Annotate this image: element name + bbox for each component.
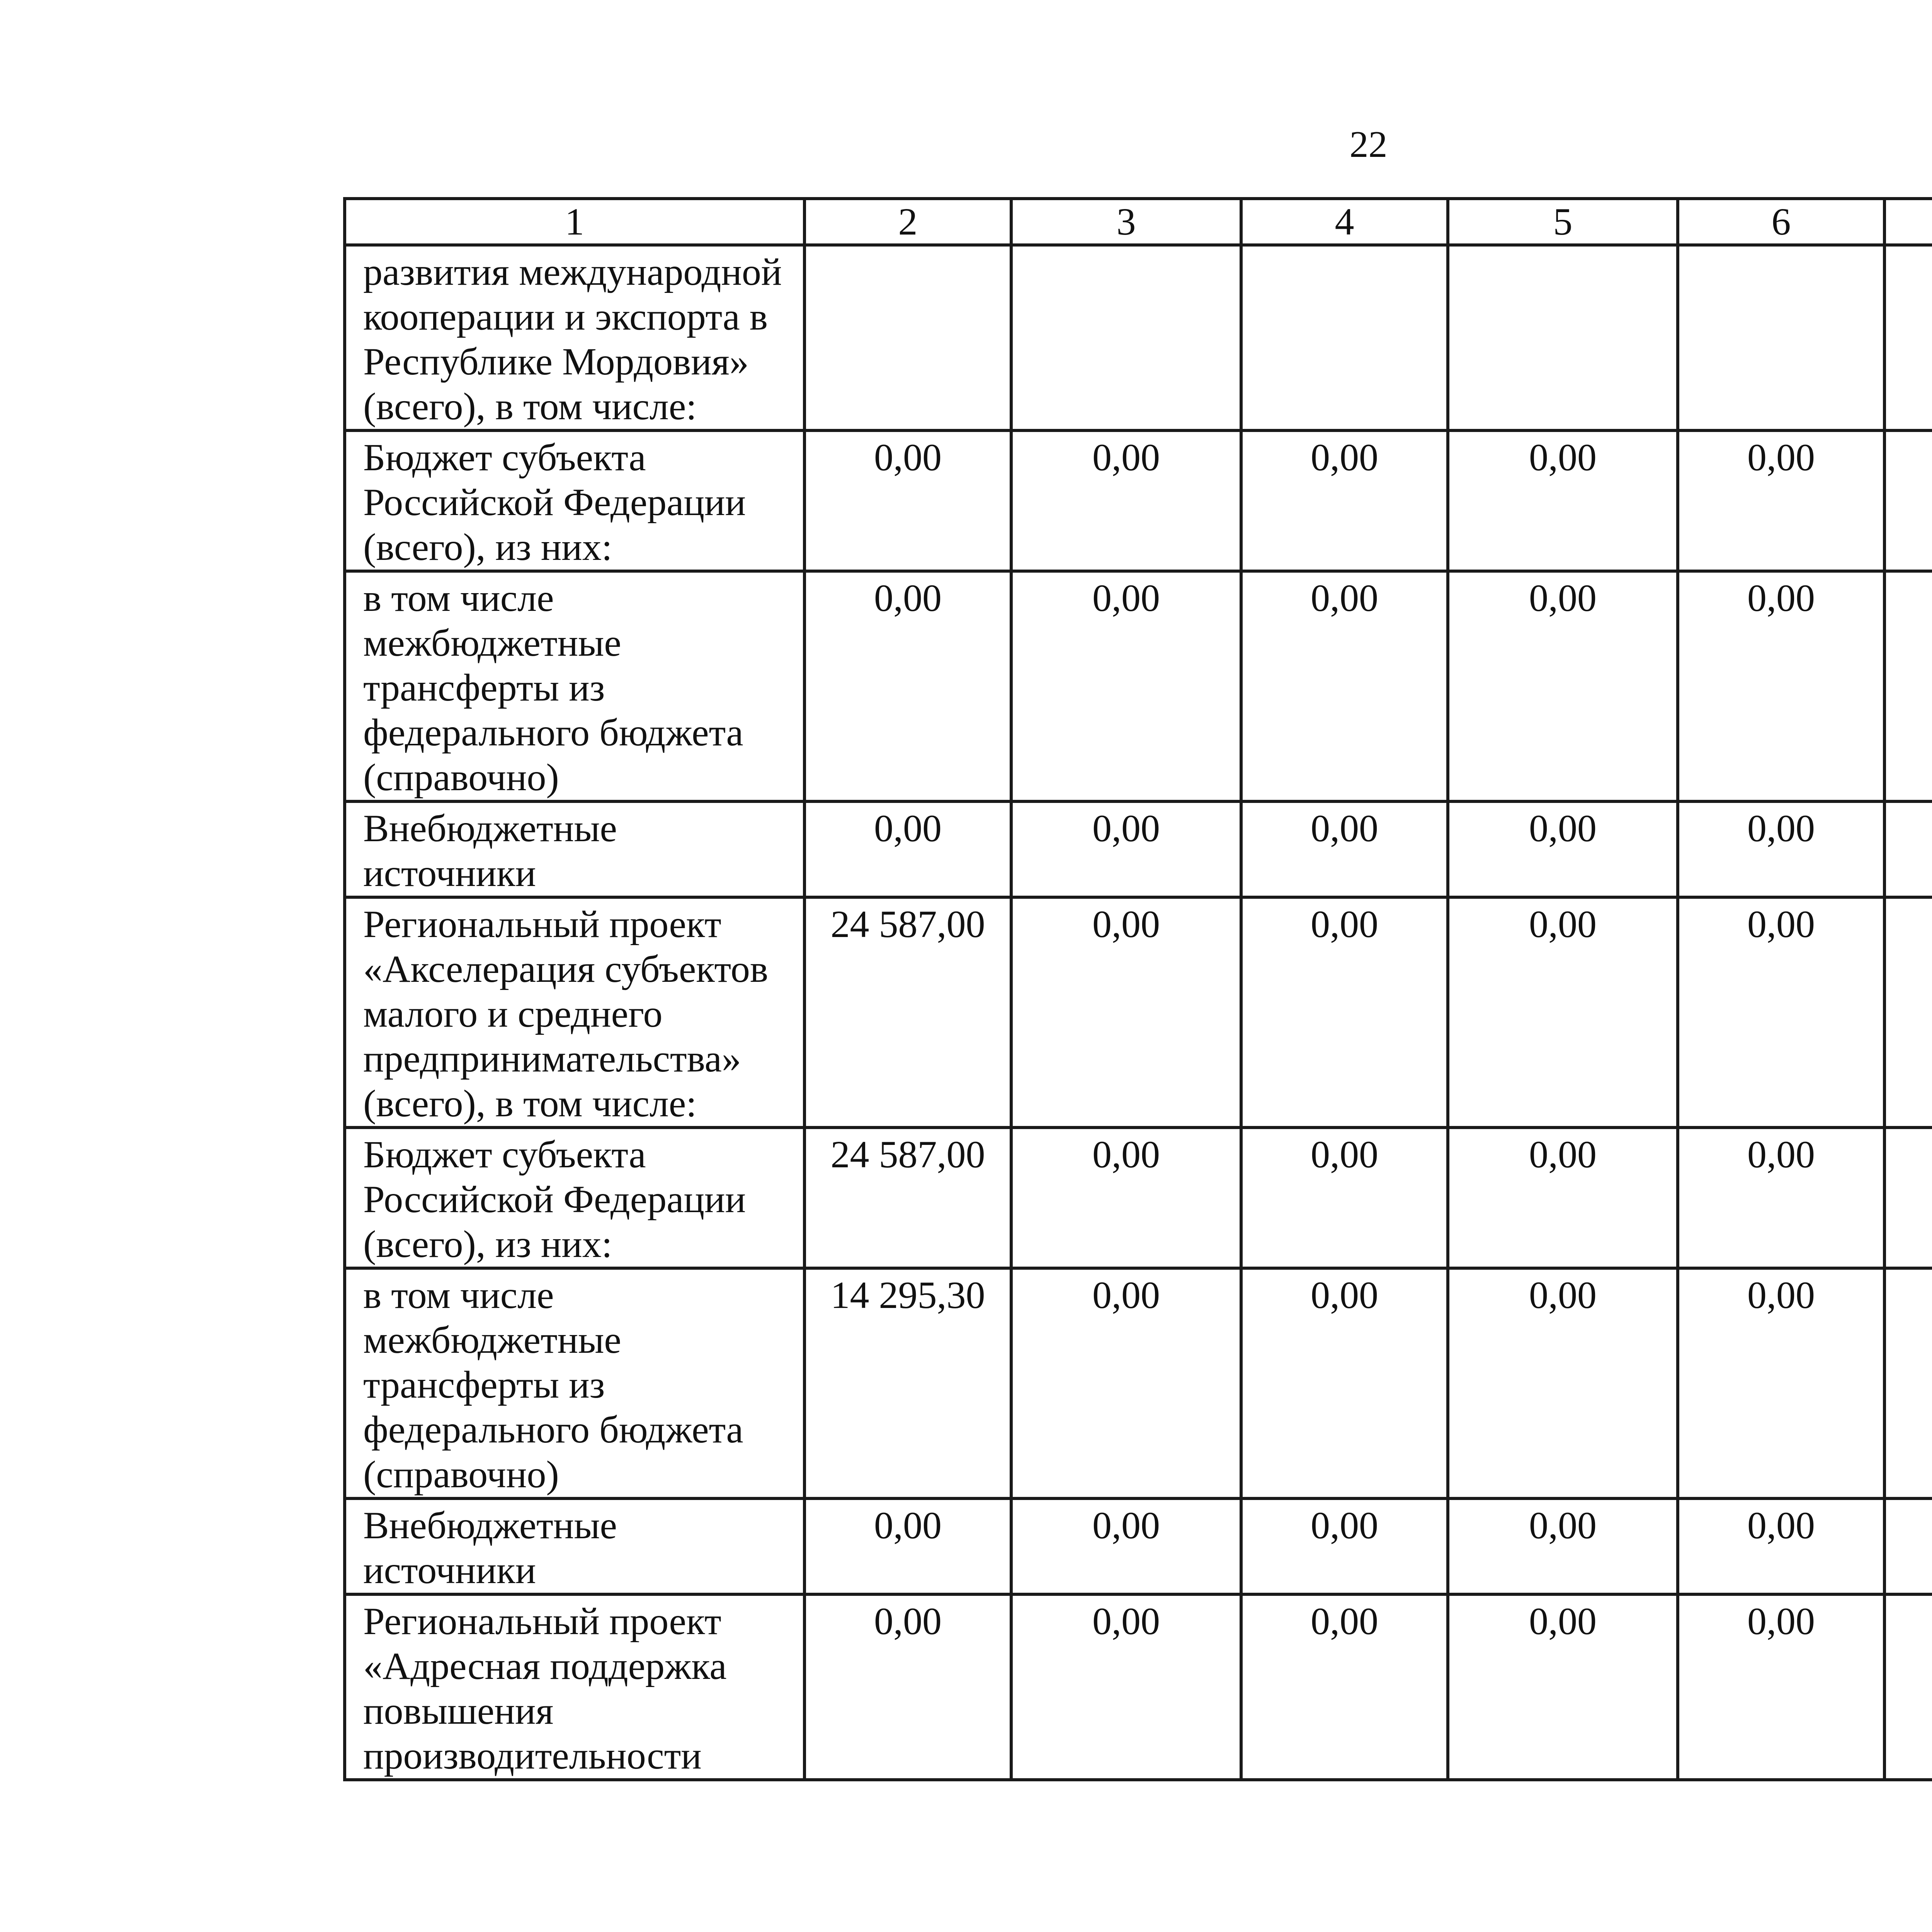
table-cell: 0,00 (1241, 897, 1448, 1128)
table-cell: 0,00 (1011, 801, 1241, 897)
column-header: 2 (804, 199, 1011, 245)
table-cell: 0,00 (1011, 571, 1241, 801)
table-cell (1884, 1128, 1932, 1268)
table-row (345, 430, 1932, 571)
table-row (345, 1594, 1932, 1780)
table-cell: 0,00 (1448, 1498, 1678, 1594)
column-header: 1 (345, 199, 804, 245)
table-cell: 0,00 (1241, 571, 1448, 801)
row-label: Внебюджетные источники (345, 1498, 804, 1594)
table-cell: 24 587,00 (804, 1128, 1011, 1268)
table-cell (1011, 245, 1241, 430)
table-row (345, 571, 1932, 801)
table-row (345, 801, 1932, 897)
table-cell: 0,00 (804, 430, 1011, 571)
column-header (1884, 199, 1932, 245)
row-label: Региональный проект «Адресная поддержка повышения производительности (345, 1594, 804, 1780)
row-label: Бюджет субъекта Российской Федерации (всего), из них: (345, 430, 804, 571)
table-cell: 0,00 (1241, 1128, 1448, 1268)
table-cell (1884, 801, 1932, 897)
table-cell: 24 587,00 (804, 897, 1011, 1128)
column-header: 5 (1448, 199, 1678, 245)
budget-table (343, 197, 1932, 1781)
table-cell (1884, 430, 1932, 571)
table-header-row (345, 199, 1932, 245)
table-cell: 14 295,30 (804, 1268, 1011, 1498)
table-cell: 0,00 (1448, 1594, 1678, 1780)
table-row (345, 1498, 1932, 1594)
column-header: 3 (1011, 199, 1241, 245)
table-cell: 0,00 (804, 1594, 1011, 1780)
row-label: Бюджет субъекта Российской Федерации (всего), из них: (345, 1128, 804, 1268)
table-cell: 0,00 (1011, 1498, 1241, 1594)
table-cell: 0,00 (1678, 801, 1884, 897)
table-cell: 0,00 (1241, 801, 1448, 897)
table-cell: 0,00 (1241, 1498, 1448, 1594)
table-cell: 0,00 (1678, 897, 1884, 1128)
page-number: 22 (1349, 124, 1388, 165)
table-cell (1884, 1498, 1932, 1594)
table-cell: 0,00 (1011, 430, 1241, 571)
table-cell: 0,00 (804, 801, 1011, 897)
table-cell: 0,00 (1678, 1128, 1884, 1268)
table-cell (1884, 897, 1932, 1128)
table-cell (1241, 245, 1448, 430)
table-row (345, 1128, 1932, 1268)
row-label: в том числе межбюджетные трансферты из федерального бюджета (справочно) (345, 571, 804, 801)
table-row (345, 1268, 1932, 1498)
table-cell (1884, 1268, 1932, 1498)
table-cell: 0,00 (1241, 430, 1448, 571)
row-label: развития международной кооперации и экспорта в Республике Мордовия» (всего), в том числе: (345, 245, 804, 430)
table-cell: 0,00 (1011, 897, 1241, 1128)
table-cell: 0,00 (1448, 1128, 1678, 1268)
table-cell: 0,00 (1448, 801, 1678, 897)
table-cell (1678, 245, 1884, 430)
table-cell: 0,00 (804, 571, 1011, 801)
row-label: Региональный проект «Акселерация субъектов малого и среднего предпринимательства» (всего), в том числе: (345, 897, 804, 1128)
table-cell: 0,00 (1011, 1594, 1241, 1780)
row-label: в том числе межбюджетные трансферты из федерального бюджета (справочно) (345, 1268, 804, 1498)
table-cell: 0,00 (1241, 1268, 1448, 1498)
table-cell: 0,00 (1448, 430, 1678, 571)
table-cell: 0,00 (1448, 897, 1678, 1128)
table-cell (804, 245, 1011, 430)
table-cell: 0,00 (1678, 1498, 1884, 1594)
table-cell (1884, 245, 1932, 430)
table-cell: 0,00 (1678, 1594, 1884, 1780)
table-cell (1884, 1594, 1932, 1780)
table-cell: 0,00 (1241, 1594, 1448, 1780)
table-cell: 0,00 (804, 1498, 1011, 1594)
table-cell: 0,00 (1678, 571, 1884, 801)
table-cell: 0,00 (1448, 1268, 1678, 1498)
table-row (345, 245, 1932, 430)
column-header: 4 (1241, 199, 1448, 245)
table-cell (1448, 245, 1678, 430)
table-cell: 0,00 (1011, 1128, 1241, 1268)
row-label: Внебюджетные источники (345, 801, 804, 897)
table-cell: 0,00 (1678, 430, 1884, 571)
table-cell (1884, 571, 1932, 801)
table-row (345, 897, 1932, 1128)
table-cell: 0,00 (1448, 571, 1678, 801)
table-cell: 0,00 (1011, 1268, 1241, 1498)
column-header: 6 (1678, 199, 1884, 245)
table-cell: 0,00 (1678, 1268, 1884, 1498)
